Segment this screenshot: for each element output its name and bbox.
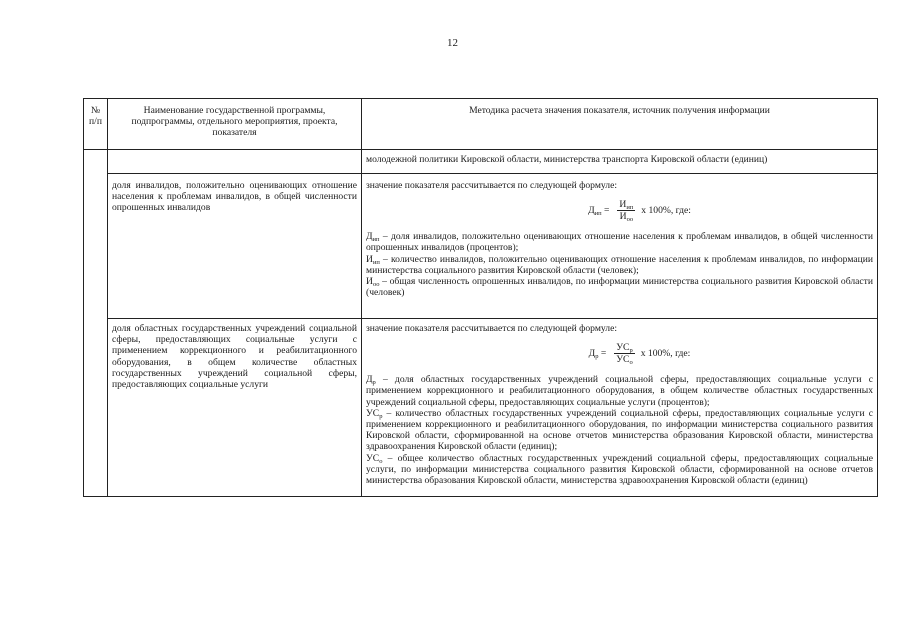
method-cell — [362, 150, 878, 174]
row-number-cell — [84, 150, 108, 497]
indicator-table — [83, 98, 878, 497]
table-row — [84, 150, 878, 174]
definition: $И_{оо}$ – общая численность опрошенных инвалидов, по информации министерства социального развития Кировской области (человек) — [366, 276, 873, 299]
method-cell — [362, 319, 878, 497]
table-row — [84, 174, 878, 319]
definition: $И_{ип}$ – количество инвалидов, положительно оценивающих отношение населения к проблемам инвалидов, по информации министерства социального развития Кировской области (человек); — [366, 253, 873, 276]
header-name: Наименование государственной программы, подпрограммы, отдельного мероприятия, проекта, показателя — [108, 99, 362, 150]
definition: $Д_{ип}$ – доля инвалидов, положительно оценивающих отношение населения к проблемам инвалидов, в общей численности опрошенных инвалидов (процентов); — [366, 231, 873, 254]
table-header-row — [84, 99, 878, 150]
table-row — [84, 319, 878, 497]
name-cell — [108, 319, 362, 497]
page-number: 12 — [447, 37, 458, 49]
definition: $УС_р$ – количество областных государственных учреждений социальной сферы, предоставляющих социальные услуги с применением коррекционного и реабилитационного оборудования, по информации министерства социального развития Кировской области, сформированной на основе отчетов министерства образования Кировской области, министерства здравоохранения Кировской области (единиц); — [366, 407, 873, 453]
formula: $Д_{ип}$ = $\frac{И_{ип}}{И_{оо}}$ х 100%, где: — [588, 199, 691, 224]
definition: $Д_р$ – доля областных государственных учреждений социальной сферы, предоставляющих социальные услуги с применением коррекционного и реабилитационного оборудования, в общем количестве областных государственных учреждений социальной сферы, предоставляющих социальные услуги (процентов); — [366, 374, 873, 408]
indicator-name: доля инвалидов, положительно оценивающих отношение населения к проблемам инвалидов, в общей численности опрошенных инвалидов — [112, 180, 357, 214]
method-cell — [362, 174, 878, 319]
formula-intro: значение показателя рассчитывается по следующей формуле: — [366, 180, 617, 191]
indicator-name: доля областных государственных учреждений социальной сферы, предоставляющих социальные услуги с применением коррекционного и реабилитационного оборудования, в общем количестве областных государственных учреждений социальной сферы, предоставляющих социальные услуги — [112, 323, 357, 391]
header-method: Методика расчета значения показателя, источник получения информации — [362, 99, 878, 150]
formula: $Д_р$ = $\frac{УС_р}{УС_о}$ х 100%, где: — [588, 342, 691, 367]
continuation-text: молодежной политики Кировской области, министерства транспорта Кировской области (единиц) — [366, 154, 768, 165]
formula-intro: значение показателя рассчитывается по следующей формуле: — [366, 323, 617, 334]
header-number: № п/п — [84, 99, 108, 150]
name-cell — [108, 174, 362, 319]
name-cell — [108, 150, 362, 174]
definition: $УС_о$ – общее количество областных государственных учреждений социальной сферы, предоставляющих социальные услуги, по информации министерства социального развития Кировской области, сформированной на основе отчетов министерства образования Кировской области, министерства здравоохранения Кировской области (единиц) — [366, 452, 873, 487]
